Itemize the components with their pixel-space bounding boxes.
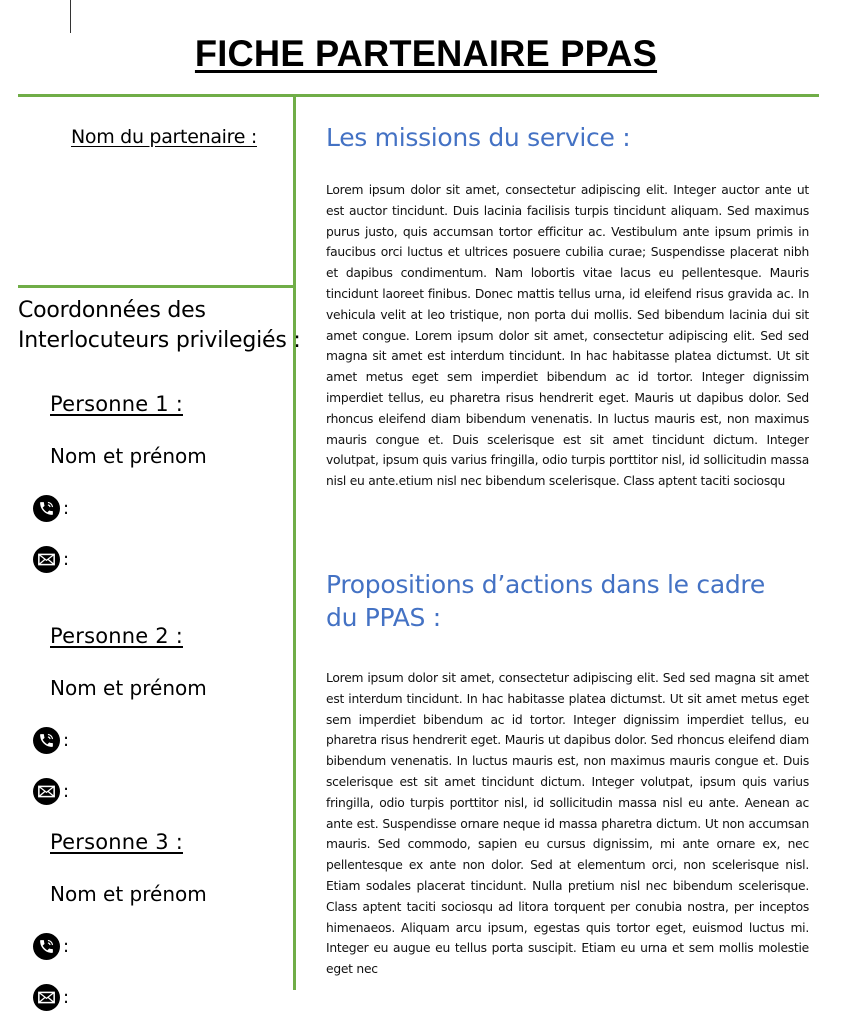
person-name-field[interactable]: Nom et prénom — [50, 444, 207, 468]
missions-title: Les missions du service : — [326, 123, 631, 152]
phone-value[interactable]: : — [63, 730, 70, 751]
phone-row[interactable] — [33, 495, 69, 522]
person-name-field[interactable]: Nom et prénom — [50, 882, 207, 906]
envelope-icon — [33, 984, 60, 1011]
text-cursor — [70, 0, 71, 33]
person-heading: Personne 2 : — [50, 624, 183, 648]
contacts-title-line1: Coordonnées des — [18, 298, 206, 323]
missions-text[interactable]: Lorem ipsum dolor sit amet, consectetur adipiscing elit. Integer auctor ante ut est auctor tincidunt. Duis lacinia facilisis turpis tincidunt aliquam. Sed maximus purus justo, quis accumsan tortor efficitur ac. Vestibulum ante ipsum primis in faucibus orci luctus et ultrices posuere cubilia curae; Suspendisse placerat nibh et dapibus condimentum. Nam lobortis vitae lacus eu pellentesque. Mauris tincidunt laoreet finibus. Donec mattis tellus urna, id eleifend risus gravida ac. In vehicula velit at leo tristique, non porta dui mollis. Sed bibendum lacinia dui sit amet congue. Lorem ipsum dolor sit amet, consectetur adipiscing elit. Sed sed magna sit amet est interdum tincidunt. In hac habitasse platea dictumst. Ut sit amet metus eget sem imperdiet bibendum ac id tortor. Integer dignissim imperdiet tellus, eu pharetra risus hendrerit eget. Mauris ut dapibus dolor. Sed rhoncus eleifend diam bibendum venenatis. In luctus mauris est, non maximus mauris congue et. Duis scelerisque est sit amet tincidunt dictum. Integer volutpat, ipsum quis varius fringilla, odio turpis porttitor nisl, id sollicitudin massa nisl eu ante.etium nisl nec bibendum scelerisque. Class aptent taciti sociosqu — [326, 183, 809, 489]
page-title: FICHE PARTENAIRE PPAS — [194, 33, 658, 74]
top-divider — [18, 94, 819, 97]
person-heading: Personne 3 : — [50, 830, 183, 854]
email-value[interactable]: : — [63, 549, 70, 570]
propositions-title — [326, 568, 765, 634]
phone-icon — [33, 727, 60, 754]
email-row[interactable] — [33, 546, 69, 573]
phone-value[interactable]: : — [63, 936, 70, 957]
partner-name-label[interactable]: Nom du partenaire : — [71, 126, 257, 148]
envelope-icon — [33, 778, 60, 805]
envelope-icon — [33, 546, 60, 573]
column-divider — [293, 96, 296, 990]
contacts-title — [18, 296, 301, 356]
phone-icon — [33, 933, 60, 960]
propositions-text[interactable]: Lorem ipsum dolor sit amet, consectetur adipiscing elit. Sed sed magna sit amet est interdum tincidunt. In hac habitasse platea dictumst. Ut sit amet metus eget sem imperdiet bibendum ac id tortor. Integer dignissim imperdiet tellus, eu pharetra risus hendrerit eget. Mauris ut dapibus dolor. Sed rhoncus eleifend diam bibendum venenatis. In luctus mauris est, non maximus mauris congue et. Duis scelerisque est sit amet tincidunt dictum. Integer volutpat, ipsum quis varius fringilla, odio turpis porttitor nisl, id sollicitudin massa nisl eu ante. Aenean ac ante est. Suspendisse ornare neque id massa pharetra dictum. Ut non accumsan mauris. Sed commodo, sapien eu cursus dignissim, mi ante ornare ex, nec pellentesque ex ante non dolor. Sed at elementum orci, non scelerisque nisl. Etiam sodales placerat tincidunt. Nulla pretium nisl nec bibendum scelerisque. Class aptent taciti sociosqu ad litora torquent per conubia nostra, per inceptos himenaeos. Aliquam arcu ipsum, egestas quis tortor eget, euismod luctus mi. Integer eu augue eu tellus porta suscipit. Etiam eu urna et sem mollis molestie eget nec — [326, 671, 809, 977]
email-row[interactable] — [33, 778, 69, 805]
person-heading: Personne 1 : — [50, 392, 183, 416]
contacts-title-line2: Interlocuteurs privilegiés : — [18, 328, 301, 353]
email-row[interactable] — [33, 984, 69, 1011]
phone-icon — [33, 495, 60, 522]
phone-value[interactable]: : — [63, 498, 70, 519]
email-value[interactable]: : — [63, 987, 70, 1008]
phone-row[interactable] — [33, 933, 69, 960]
propositions-title-line1: Propositions d’actions dans le cadre — [326, 570, 765, 599]
left-section-divider — [18, 285, 295, 288]
propositions-title-line2: du PPAS : — [326, 603, 441, 632]
email-value[interactable]: : — [63, 781, 70, 802]
phone-row[interactable] — [33, 727, 69, 754]
person-name-field[interactable]: Nom et prénom — [50, 676, 207, 700]
